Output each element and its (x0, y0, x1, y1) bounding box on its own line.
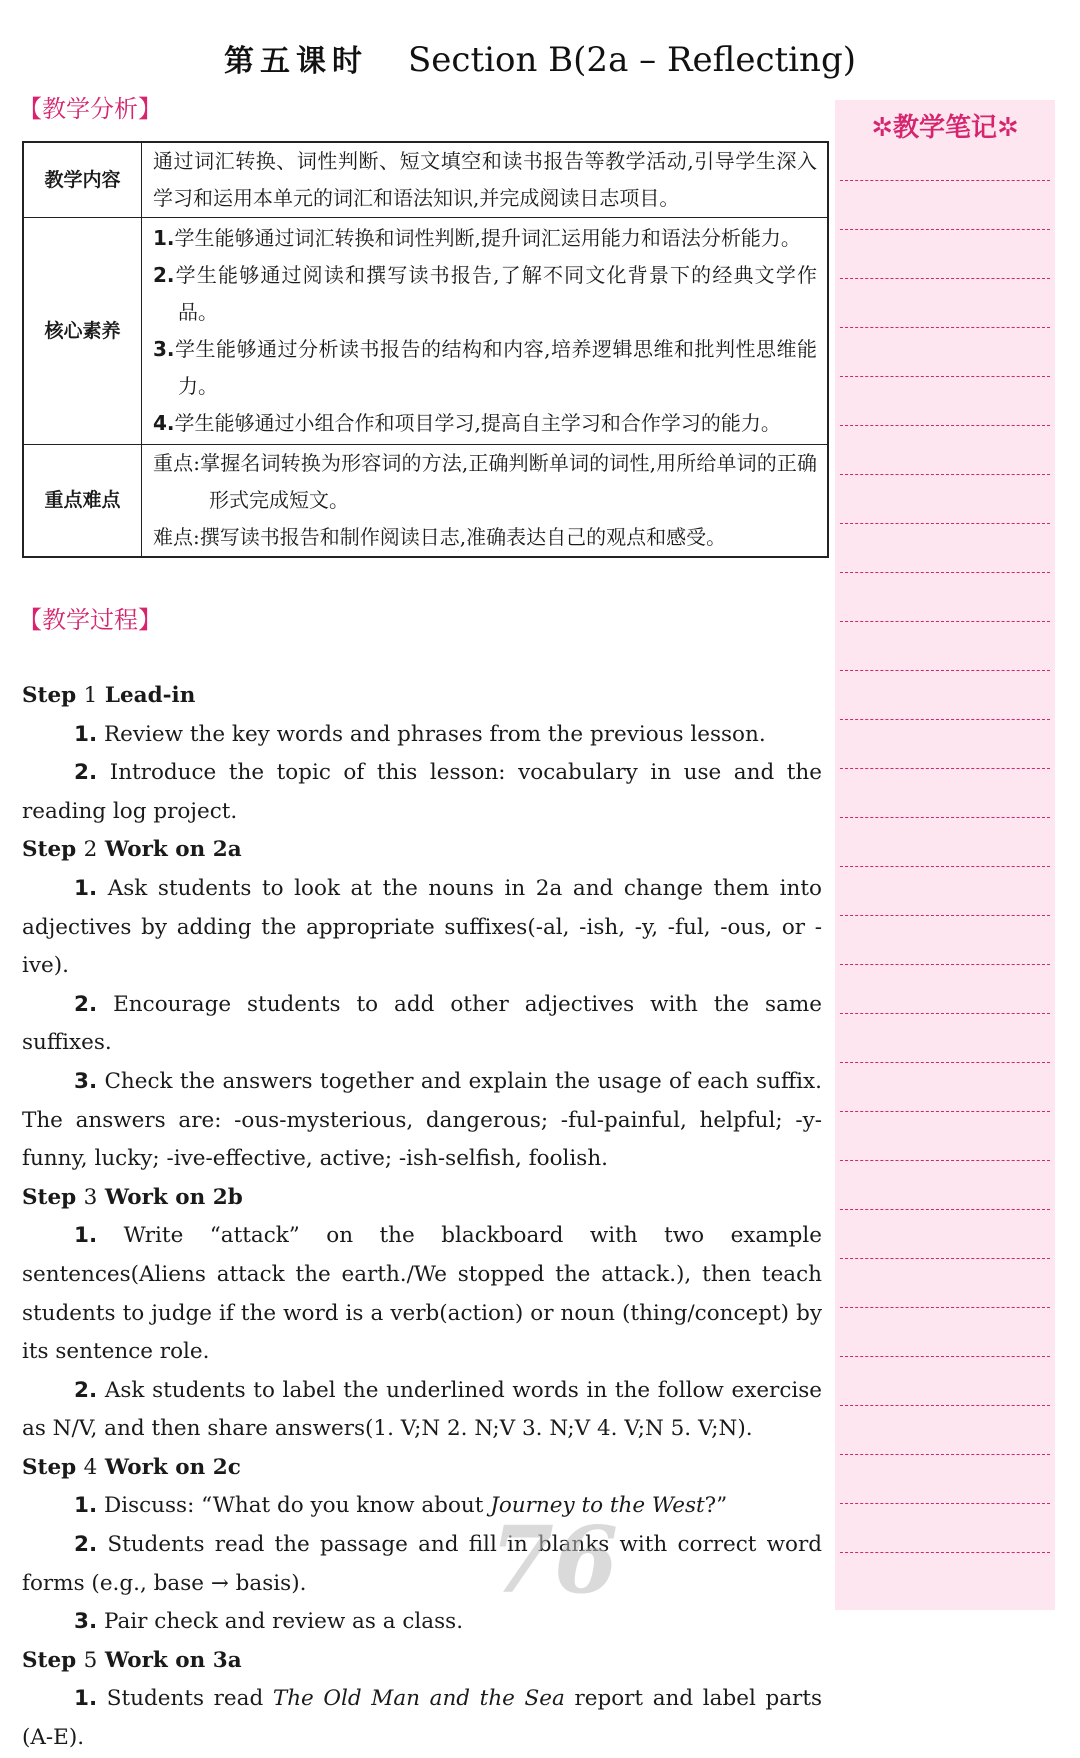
note-line (840, 866, 1050, 867)
note-line (840, 1552, 1050, 1553)
row-label-literacy: 核心素养 (23, 218, 142, 445)
analysis-table (22, 141, 829, 558)
note-line (840, 1503, 1050, 1504)
note-line (840, 964, 1050, 965)
step-item: 2. Introduce the topic of this lesson: vocabulary in use and the reading log project. (22, 760, 822, 824)
note-line (840, 719, 1050, 720)
note-line (840, 1356, 1050, 1357)
row-label-content: 教学内容 (23, 142, 142, 218)
note-line (840, 229, 1050, 230)
note-line (840, 474, 1050, 475)
note-line (840, 376, 1050, 377)
content-text: 通过词汇转换、词性判断、短文填空和读书报告等教学活动,引导学生深入学习和运用本单元的词汇和语法知识,并完成阅读日志项目。 (142, 142, 829, 218)
section-title: Section B(2a – Reflecting) (408, 40, 856, 80)
step-heading: Step 1 Lead-in (22, 683, 196, 708)
key-point: 重点:掌握名词转换为形容词的方法,正确判断单词的词性,用所给单词的正确形式完成短文。 (153, 451, 817, 512)
literacy-list (142, 218, 829, 445)
lesson-number: 第五课时 (224, 44, 369, 79)
note-line (840, 1209, 1050, 1210)
step-heading: Step 2 Work on 2a (22, 837, 242, 863)
note-line (840, 425, 1050, 426)
note-line (840, 523, 1050, 524)
step-item: 1. Ask students to look at the nouns in 2a and change them into adjectives by adding the appropriate suffixes(-al, -ish, -y, -ful, -ous, or -ive). (22, 875, 822, 979)
notes-title: ✲教学笔记✲ (871, 113, 1019, 143)
page-title (0, 38, 1080, 84)
step-item: 2. Encourage students to add other adjectives with the same suffixes. (22, 991, 822, 1056)
note-line (840, 572, 1050, 573)
note-line (840, 1013, 1050, 1014)
step-heading: Step 3 Work on 2b (22, 1184, 243, 1210)
note-line (840, 278, 1050, 279)
step-item: 2. Students read the passage and fill in blanks with correct word forms (e.g., base → basis). (22, 1532, 822, 1596)
note-line (840, 1062, 1050, 1063)
note-line (840, 1258, 1050, 1259)
note-line (840, 180, 1050, 181)
step-heading: Step 5 Work on 3a (22, 1647, 242, 1673)
list-item: 2.学生能够通过阅读和撰写读书报告,了解不同文化背景下的经典文学作品。 (153, 263, 817, 324)
analysis-heading: 【教学分析】 (18, 95, 162, 123)
note-line (840, 1405, 1050, 1406)
note-line (840, 621, 1050, 622)
note-line (840, 768, 1050, 769)
note-line (840, 1454, 1050, 1455)
page-number: 76 (490, 1506, 619, 1614)
note-line (840, 670, 1050, 671)
note-line (840, 327, 1050, 328)
process-body (22, 677, 822, 1758)
list-item: 1.学生能够通过词汇转换和词性判断,提升词汇运用能力和语法分析能力。 (153, 226, 801, 250)
difficult-point: 难点:撰写读书报告和制作阅读日志,准确表达自己的观点和感受。 (153, 525, 727, 549)
notes-column (835, 100, 1055, 1610)
step-item: 1. Review the key words and phrases from the previous lesson. (74, 721, 766, 747)
table-row (23, 218, 828, 445)
step-item: 1. Discuss: “What do you know about Journey to the West?” (74, 1493, 728, 1519)
note-line (840, 817, 1050, 818)
note-line (840, 1111, 1050, 1112)
step-item: 3. Pair check and review as a class. (74, 1609, 464, 1635)
table-row (23, 445, 828, 558)
step-heading: Step 4 Work on 2c (22, 1454, 241, 1480)
book-title: The Old Man and the Sea (272, 1686, 565, 1712)
note-line (840, 915, 1050, 916)
step-item: 1. Write “attack” on the blackboard with two example sentences(Aliens attack the earth./We stopped the attack.), then teach students to judge if the word is a verb(action) or noun (thing/concept) by its sentence role. (22, 1223, 822, 1365)
step-item: 3. Check the answers together and explain the usage of each suffix. The answers are: -ous-mysterious, dangerous; -ful-painful, helpful; -y-funny, lucky; -ive-effective, active; -ish-selfish, foolish. (22, 1068, 822, 1172)
step-item: 1. Students read The Old Man and the Sea report and label parts (A-E). (22, 1686, 822, 1751)
process-heading: 【教学过程】 (18, 606, 162, 634)
note-line (840, 1160, 1050, 1161)
row-label-keypoints: 重点难点 (23, 445, 142, 558)
list-item: 4.学生能够通过小组合作和项目学习,提高自主学习和合作学习的能力。 (153, 411, 781, 435)
step-item: 2. Ask students to label the underlined words in the follow exercise as N/V, and then share answers(1. V;N 2. N;V 3. N;V 4. V;N 5. V;N). (22, 1377, 822, 1442)
list-item: 3.学生能够通过分析读书报告的结构和内容,培养逻辑思维和批判性思维能力。 (153, 337, 817, 398)
keypoints-text (142, 445, 829, 558)
table-row (23, 142, 828, 218)
note-line (840, 1307, 1050, 1308)
book-title: Journey to the West (490, 1493, 705, 1519)
